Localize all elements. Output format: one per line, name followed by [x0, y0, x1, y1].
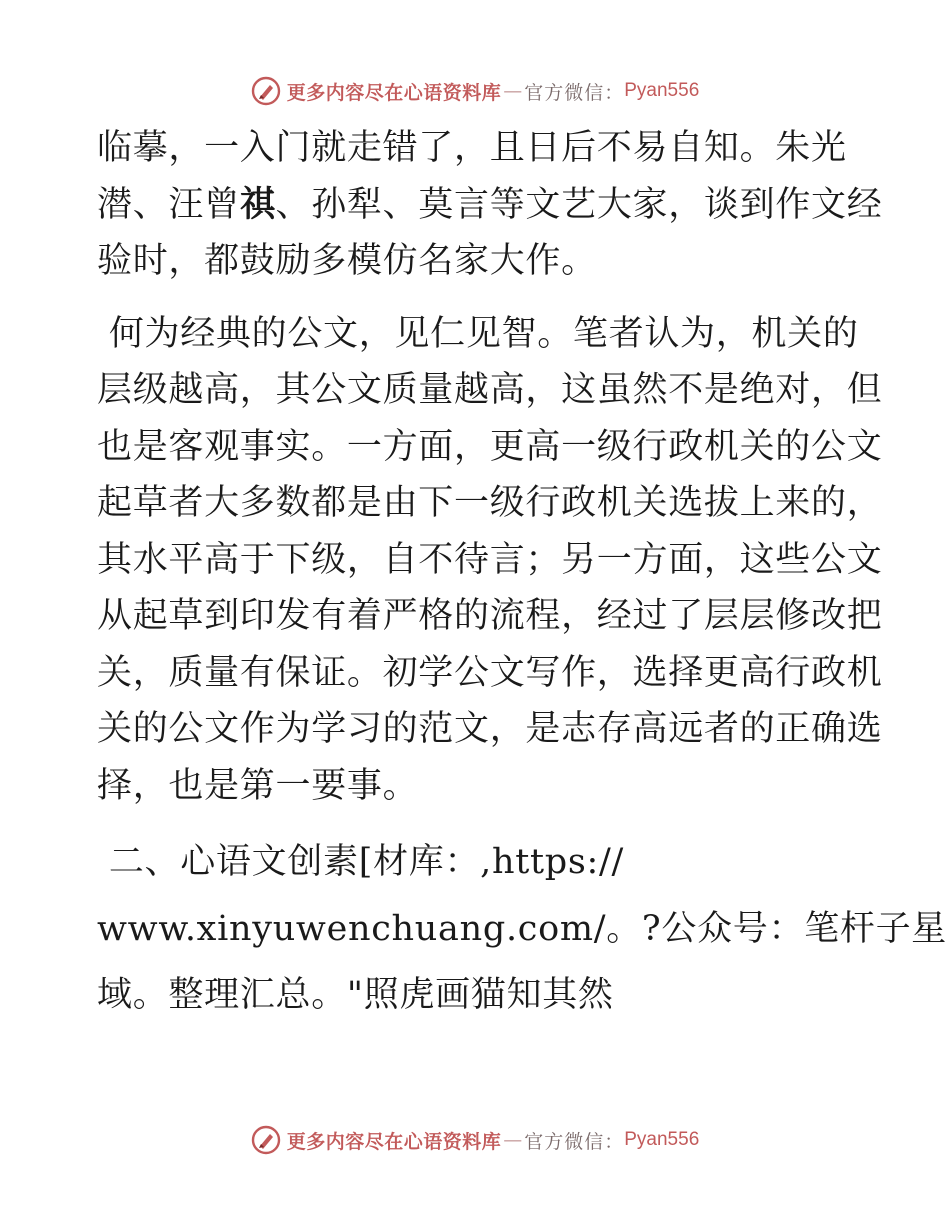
watermark-title: 更多内容尽在心语资料库 — [286, 1130, 502, 1153]
text-line: 临摹，一入门就走错了，且日后不易自知。朱光 — [97, 128, 847, 168]
text-line: 其水平高于下级，自不待言；另一方面，这些公文 — [97, 539, 883, 580]
paragraph-gap — [97, 814, 857, 834]
watermark-dash: — — [503, 80, 523, 102]
text-line: 二、心语文创素[材库：,https:// — [97, 842, 625, 882]
text-line: 择，也是第一要事。 — [97, 765, 419, 806]
text-line: 起草者大多数都是由下一级行政机关选拔上来的， — [97, 483, 883, 523]
text-line-part: 潜、汪曾 — [97, 184, 240, 225]
header-watermark — [0, 74, 950, 108]
paragraph-2 — [97, 306, 883, 815]
paragraph-gap — [97, 290, 857, 306]
pen-logo-icon — [251, 1125, 281, 1155]
footer-watermark — [0, 1123, 950, 1157]
text-line: 关，质量有保证。初学公文写作，选择更高行政机 — [97, 652, 883, 693]
text-line: 也是客观事实。一方面，更高一级行政机关的公文 — [97, 426, 883, 467]
text-line: 从起草到印发有着严格的流程，经过了层层修改把 — [97, 596, 883, 636]
watermark-dash: — — [503, 1129, 523, 1151]
text-line: 层级越高，其公文质量越高，这虽然不是绝对，但 — [97, 370, 883, 410]
paragraph-3 — [97, 834, 947, 1024]
watermark-wechat-id: Pyan556 — [624, 1129, 700, 1150]
text-line — [97, 177, 883, 234]
text-line: 验时，都鼓励多模仿名家大作。 — [97, 241, 597, 281]
paragraph-1 — [97, 120, 883, 290]
watermark-wechat-id: Pyan556 — [624, 80, 700, 101]
pen-logo-icon — [251, 76, 281, 106]
watermark-wechat-label: 官方微信： — [524, 1130, 625, 1153]
text-line: www.xinyuwenchuang.com/。?公众号：笔杆子星 — [97, 908, 947, 949]
text-line-part: 、孙犁、莫言等文艺大家，谈到作文经 — [275, 184, 883, 225]
text-line-part-bold: 祺 — [239, 184, 276, 225]
watermark-wechat-label: 官方微信： — [524, 81, 625, 104]
text-line: 关的公文作为学习的范文，是志存高远者的正确选 — [97, 709, 883, 749]
watermark-title: 更多内容尽在心语资料库 — [286, 81, 502, 104]
text-line: 何为经典的公文，见仁见智。笔者认为，机关的 — [97, 313, 859, 354]
text-line: 域。整理汇总。"照虎画猫知其然 — [97, 975, 614, 1015]
document-body — [97, 120, 947, 1024]
